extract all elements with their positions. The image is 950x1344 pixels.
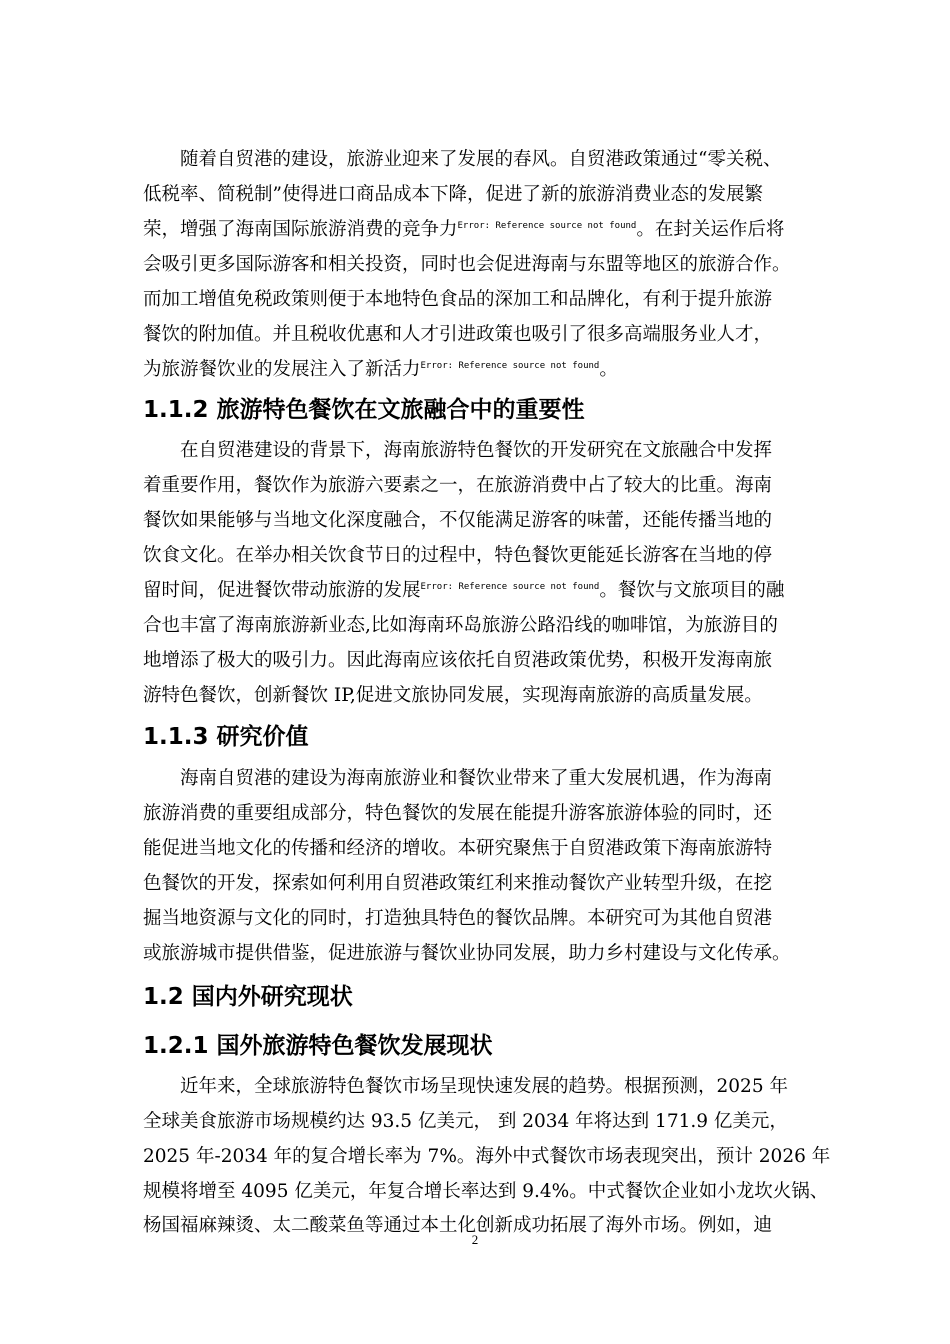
text-run: 留时间，促进餐饮带动旅游的发展 [143, 580, 421, 601]
text-run: 荣，增强了海南国际旅游消费的竞争力 [143, 219, 458, 240]
reference-error: Error: Reference source not found [420, 581, 600, 592]
paragraph-line: 旅游消费的重要组成部分，特色餐饮的发展在能提升游客旅游体验的同时，还 [143, 803, 773, 824]
paragraph-line: 掘当地资源与文化的同时，打造独具特色的餐饮品牌。本研究可为其他自贸港 [143, 908, 773, 929]
paragraph-line [143, 579, 784, 603]
paragraph-line: 随着自贸港的建设，旅游业迎来了发展的春风。自贸港政策通过“零关税、 [180, 149, 782, 170]
paragraph-line: 海南自贸港的建设为海南旅游业和餐饮业带来了重大发展机遇，作为海南 [180, 768, 773, 789]
section-heading: 1.2 国内外研究现状 [143, 984, 353, 1010]
paragraph-line: 餐饮如果能够与当地文化深度融合，不仅能满足游客的味蕾，还能传播当地的 [143, 510, 773, 531]
paragraph-line: 游特色餐饮，创新餐饮 IP,促进文旅协同发展，实现海南旅游的高质量发展。 [143, 685, 763, 706]
paragraph-line: 低税率、简税制”使得进口商品成本下降，促进了新的旅游消费业态的发展繁 [143, 184, 763, 205]
paragraph-line: 会吸引更多国际游客和相关投资，同时也会促进海南与东盟等地区的旅游合作。 [143, 254, 791, 275]
section-heading: 1.1.2 旅游特色餐饮在文旅融合中的重要性 [143, 397, 585, 423]
paragraph-line [143, 218, 784, 242]
section-heading: 1.1.3 研究价值 [143, 724, 309, 750]
paragraph-line: 规模将增至 4095 亿美元，年复合增长率达到 9.4%。中式餐饮企业如小龙坎火锅、 [143, 1181, 829, 1202]
paragraph-line: 或旅游城市提供借鉴，促进旅游与餐饮业协同发展，助力乡村建设与文化传承。 [143, 943, 791, 964]
paragraph-line: 在自贸港建设的背景下，海南旅游特色餐饮的开发研究在文旅融合中发挥 [180, 440, 773, 461]
section-heading: 1.2.1 国外旅游特色餐饮发展现状 [143, 1033, 493, 1059]
paragraph-line: 近年来，全球旅游特色餐饮市场呈现快速发展的趋势。根据预测，2025 年 [180, 1076, 788, 1097]
paragraph-line: 着重要作用，餐饮作为旅游六要素之一，在旅游消费中占了较大的比重。海南 [143, 475, 773, 496]
paragraph-line: 杨国福麻辣烫、太二酸菜鱼等通过本土化创新成功拓展了海外市场。例如，迪 [143, 1215, 773, 1236]
text-run: 。在封关运作后将 [636, 219, 785, 240]
reference-error: Error: Reference source not found [457, 220, 637, 231]
paragraph-line: 2025 年-2034 年的复合增长率为 7%。海外中式餐饮市场表现突出，预计 2026 年 [143, 1146, 831, 1167]
text-run: 为旅游餐饮业的发展注入了新活力 [143, 359, 421, 380]
page-number: 2 [471, 1232, 479, 1247]
text-run: 。 [599, 359, 618, 380]
paragraph-line [143, 358, 618, 382]
paragraph-line: 色餐饮的开发，探索如何利用自贸港政策红利来推动餐饮产业转型升级，在挖 [143, 873, 773, 894]
text-run: 。餐饮与文旅项目的融 [599, 580, 785, 601]
paragraph-line: 而加工增值免税政策则便于本地特色食品的深加工和品牌化，有利于提升旅游 [143, 289, 773, 310]
paragraph-line: 全球美食旅游市场规模约达 93.5 亿美元， 到 2034 年将达到 171.9 亿美元， [143, 1111, 788, 1132]
paragraph-line: 饮食文化。在举办相关饮食节日的过程中，特色餐饮更能延长游客在当地的停 [143, 545, 773, 566]
paragraph-line: 餐饮的附加值。并且税收优惠和人才引进政策也吸引了很多高端服务业人才， [143, 324, 773, 345]
reference-error: Error: Reference source not found [420, 360, 600, 371]
paragraph-line: 能促进当地文化的传播和经济的增收。本研究聚焦于自贸港政策下海南旅游特 [143, 838, 773, 859]
paragraph-line: 地增添了极大的吸引力。因此海南应该依托自贸港政策优势，积极开发海南旅 [143, 650, 773, 671]
paragraph-line: 合也丰富了海南旅游新业态,比如海南环岛旅游公路沿线的咖啡馆，为旅游目的 [143, 615, 778, 636]
